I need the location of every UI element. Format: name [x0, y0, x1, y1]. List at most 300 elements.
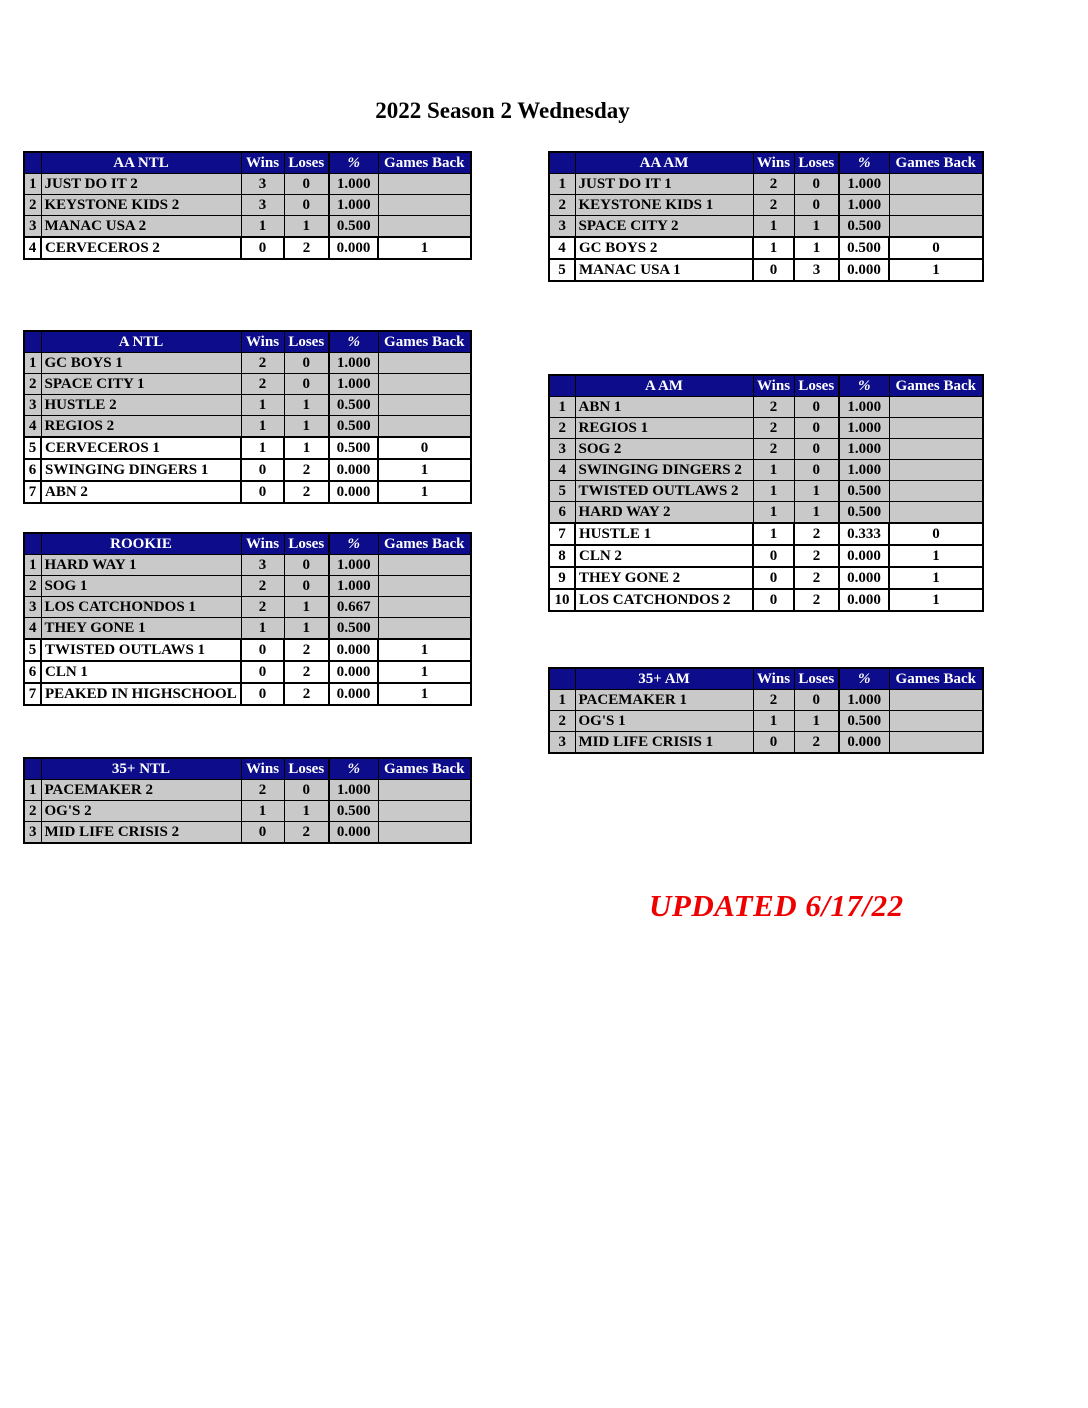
table-row — [549, 567, 983, 589]
column-header-loses: Loses — [794, 152, 839, 174]
table-row — [24, 683, 471, 705]
header-row — [549, 375, 983, 397]
wins-cell: 1 — [241, 437, 284, 459]
team-cell: MID LIFE CRISIS 2 — [41, 822, 241, 844]
loses-cell: 1 — [284, 216, 329, 238]
loses-cell: 1 — [284, 395, 329, 416]
column-header-games-back: Games Back — [889, 668, 983, 690]
page-title: 2022 Season 2 Wednesday — [375, 98, 630, 123]
loses-cell: 1 — [284, 437, 329, 459]
games-back-cell — [378, 780, 471, 801]
column-header-pct: % — [329, 758, 378, 780]
wins-cell: 2 — [241, 780, 284, 801]
pct-cell: 0.000 — [839, 259, 889, 281]
wins-cell: 3 — [241, 555, 284, 576]
table-row — [24, 639, 471, 661]
team-cell: MID LIFE CRISIS 1 — [575, 732, 753, 754]
rank-cell: 3 — [24, 216, 41, 238]
rank-cell: 6 — [24, 661, 41, 683]
pct-cell: 0.667 — [329, 597, 378, 618]
pct-cell: 0.500 — [329, 216, 378, 238]
loses-cell: 2 — [794, 589, 839, 611]
pct-cell: 0.000 — [329, 822, 378, 844]
loses-cell: 0 — [284, 576, 329, 597]
games-back-cell — [378, 416, 471, 438]
wins-cell: 1 — [753, 460, 794, 481]
rank-cell: 1 — [549, 690, 575, 711]
loses-cell: 0 — [284, 174, 329, 195]
loses-cell: 2 — [284, 683, 329, 705]
column-header-pct: % — [839, 375, 889, 397]
wins-cell: 3 — [241, 174, 284, 195]
team-cell: MANAC USA 2 — [41, 216, 241, 238]
team-cell: KEYSTONE KIDS 1 — [575, 195, 753, 216]
wins-cell: 2 — [753, 690, 794, 711]
standings-table-35-ntl — [23, 757, 470, 844]
table-row — [24, 597, 471, 618]
rank-cell: 2 — [24, 801, 41, 822]
header-row — [24, 533, 471, 555]
wins-cell: 1 — [753, 237, 794, 259]
team-cell: ABN 1 — [575, 397, 753, 418]
loses-cell: 0 — [284, 555, 329, 576]
column-header-games-back: Games Back — [378, 533, 471, 555]
rank-column-header — [24, 331, 41, 353]
column-header-games-back: Games Back — [378, 152, 471, 174]
table-row — [24, 555, 471, 576]
rank-cell: 7 — [549, 523, 575, 545]
team-cell: SOG 1 — [41, 576, 241, 597]
table-row — [549, 259, 983, 281]
loses-cell: 1 — [284, 416, 329, 438]
table-row — [549, 589, 983, 611]
rank-cell: 3 — [24, 822, 41, 844]
pct-cell: 1.000 — [839, 690, 889, 711]
wins-cell: 0 — [241, 459, 284, 481]
table-row — [24, 216, 471, 238]
table-row — [549, 174, 983, 195]
loses-cell: 2 — [284, 481, 329, 503]
rank-cell: 2 — [549, 195, 575, 216]
rank-cell: 3 — [549, 439, 575, 460]
table-row — [549, 237, 983, 259]
games-back-cell: 1 — [889, 589, 983, 611]
team-cell: SWINGING DINGERS 1 — [41, 459, 241, 481]
loses-cell: 2 — [794, 732, 839, 754]
team-cell: LOS CATCHONDOS 1 — [41, 597, 241, 618]
loses-cell: 0 — [284, 195, 329, 216]
rank-cell: 8 — [549, 545, 575, 567]
column-header-wins: Wins — [241, 533, 284, 555]
header-row — [24, 331, 471, 353]
table-row — [549, 502, 983, 524]
table-row — [549, 418, 983, 439]
rank-cell: 1 — [24, 780, 41, 801]
pct-cell: 0.500 — [839, 502, 889, 524]
wins-cell: 3 — [241, 195, 284, 216]
wins-cell: 1 — [753, 481, 794, 502]
team-cell: GC BOYS 2 — [575, 237, 753, 259]
column-header-wins: Wins — [753, 152, 794, 174]
league-title: 35+ AM — [575, 668, 753, 690]
wins-cell: 2 — [753, 439, 794, 460]
loses-cell: 1 — [284, 618, 329, 640]
loses-cell: 1 — [794, 711, 839, 732]
header-row — [24, 758, 471, 780]
games-back-cell — [378, 555, 471, 576]
column-header-loses: Loses — [284, 758, 329, 780]
wins-cell: 1 — [241, 801, 284, 822]
loses-cell: 2 — [794, 523, 839, 545]
table-row — [24, 416, 471, 438]
rank-cell: 5 — [24, 639, 41, 661]
games-back-cell — [889, 502, 983, 524]
wins-cell: 1 — [753, 523, 794, 545]
pct-cell: 1.000 — [329, 576, 378, 597]
loses-cell: 0 — [794, 397, 839, 418]
team-cell: REGIOS 2 — [41, 416, 241, 438]
loses-cell: 1 — [284, 597, 329, 618]
column-header-games-back: Games Back — [889, 152, 983, 174]
column-header-pct: % — [329, 152, 378, 174]
rank-cell: 2 — [24, 195, 41, 216]
pct-cell: 0.500 — [839, 481, 889, 502]
pct-cell: 1.000 — [329, 555, 378, 576]
loses-cell: 2 — [794, 545, 839, 567]
table-row — [549, 481, 983, 502]
column-header-loses: Loses — [794, 668, 839, 690]
standings-table-35-am — [548, 667, 982, 754]
games-back-cell: 1 — [378, 237, 471, 259]
rank-cell: 2 — [24, 576, 41, 597]
pct-cell: 0.000 — [329, 661, 378, 683]
table-row — [24, 801, 471, 822]
rank-cell: 6 — [24, 459, 41, 481]
pct-cell: 0.000 — [329, 237, 378, 259]
rank-cell: 1 — [549, 174, 575, 195]
wins-cell: 0 — [241, 661, 284, 683]
pct-cell: 0.500 — [329, 437, 378, 459]
wins-cell: 2 — [241, 576, 284, 597]
loses-cell: 0 — [794, 174, 839, 195]
team-cell: ABN 2 — [41, 481, 241, 503]
rank-cell: 2 — [24, 374, 41, 395]
column-header-games-back: Games Back — [378, 758, 471, 780]
pct-cell: 0.000 — [329, 639, 378, 661]
games-back-cell — [378, 576, 471, 597]
rank-cell: 1 — [24, 353, 41, 374]
wins-cell: 2 — [753, 418, 794, 439]
rank-cell: 2 — [549, 418, 575, 439]
table-row — [24, 195, 471, 216]
games-back-cell — [378, 395, 471, 416]
team-cell: JUST DO IT 2 — [41, 174, 241, 195]
loses-cell: 1 — [794, 237, 839, 259]
wins-cell: 1 — [753, 711, 794, 732]
pct-cell: 1.000 — [329, 174, 378, 195]
games-back-cell: 0 — [889, 523, 983, 545]
rank-cell: 5 — [549, 259, 575, 281]
table-row — [24, 437, 471, 459]
table-row — [549, 397, 983, 418]
league-title: 35+ NTL — [41, 758, 241, 780]
table-row — [549, 711, 983, 732]
wins-cell: 0 — [753, 732, 794, 754]
team-cell: KEYSTONE KIDS 2 — [41, 195, 241, 216]
team-cell: REGIOS 1 — [575, 418, 753, 439]
pct-cell: 0.000 — [839, 589, 889, 611]
pct-cell: 1.000 — [329, 195, 378, 216]
pct-cell: 0.500 — [329, 801, 378, 822]
team-cell: CLN 1 — [41, 661, 241, 683]
rank-cell: 4 — [24, 237, 41, 259]
wins-cell: 1 — [241, 395, 284, 416]
loses-cell: 0 — [794, 418, 839, 439]
pct-cell: 1.000 — [839, 439, 889, 460]
games-back-cell — [378, 174, 471, 195]
table-row — [549, 216, 983, 238]
wins-cell: 0 — [241, 683, 284, 705]
pct-cell: 0.500 — [839, 237, 889, 259]
team-cell: THEY GONE 1 — [41, 618, 241, 640]
column-header-pct: % — [839, 152, 889, 174]
games-back-cell — [889, 460, 983, 481]
column-header-loses: Loses — [284, 533, 329, 555]
games-back-cell — [889, 397, 983, 418]
rank-column-header — [549, 375, 575, 397]
games-back-cell — [378, 801, 471, 822]
rank-cell: 1 — [549, 397, 575, 418]
team-cell: HARD WAY 2 — [575, 502, 753, 524]
games-back-cell — [378, 597, 471, 618]
loses-cell: 3 — [794, 259, 839, 281]
rank-cell: 1 — [24, 555, 41, 576]
wins-cell: 0 — [241, 822, 284, 844]
games-back-cell — [378, 618, 471, 640]
pct-cell: 1.000 — [329, 780, 378, 801]
loses-cell: 0 — [284, 353, 329, 374]
column-header-pct: % — [839, 668, 889, 690]
loses-cell: 0 — [284, 780, 329, 801]
team-cell: JUST DO IT 1 — [575, 174, 753, 195]
table-row — [24, 374, 471, 395]
rank-cell: 2 — [549, 711, 575, 732]
pct-cell: 0.000 — [839, 732, 889, 754]
games-back-cell: 1 — [378, 481, 471, 503]
wins-cell: 0 — [241, 237, 284, 259]
table-row — [24, 353, 471, 374]
loses-cell: 2 — [284, 639, 329, 661]
team-cell: CERVECEROS 2 — [41, 237, 241, 259]
team-cell: HARD WAY 1 — [41, 555, 241, 576]
games-back-cell — [378, 822, 471, 844]
pct-cell: 0.000 — [329, 459, 378, 481]
wins-cell: 2 — [753, 397, 794, 418]
wins-cell: 1 — [753, 216, 794, 238]
column-header-games-back: Games Back — [889, 375, 983, 397]
standings-table-aa-ntl — [23, 151, 470, 260]
pct-cell: 0.500 — [329, 618, 378, 640]
team-cell: HUSTLE 1 — [575, 523, 753, 545]
rank-column-header — [24, 758, 41, 780]
table-row — [24, 459, 471, 481]
loses-cell: 0 — [284, 374, 329, 395]
pct-cell: 0.500 — [329, 416, 378, 438]
games-back-cell — [889, 216, 983, 238]
games-back-cell — [889, 418, 983, 439]
pct-cell: 1.000 — [839, 418, 889, 439]
pct-cell: 0.500 — [839, 216, 889, 238]
games-back-cell: 1 — [889, 259, 983, 281]
loses-cell: 0 — [794, 460, 839, 481]
league-title: ROOKIE — [41, 533, 241, 555]
games-back-cell: 0 — [889, 237, 983, 259]
rank-cell: 4 — [24, 618, 41, 640]
updated-stamp: UPDATED 6/17/22 — [649, 888, 904, 923]
games-back-cell — [378, 353, 471, 374]
standings-table-rookie — [23, 532, 470, 706]
games-back-cell: 1 — [378, 639, 471, 661]
rank-cell: 3 — [549, 732, 575, 754]
table-row — [549, 195, 983, 216]
column-header-loses: Loses — [284, 152, 329, 174]
table-row — [24, 395, 471, 416]
wins-cell: 1 — [241, 618, 284, 640]
team-cell: SPACE CITY 2 — [575, 216, 753, 238]
games-back-cell: 1 — [378, 661, 471, 683]
rank-cell: 4 — [24, 416, 41, 438]
loses-cell: 1 — [284, 801, 329, 822]
games-back-cell — [889, 732, 983, 754]
loses-cell: 0 — [794, 690, 839, 711]
team-cell: SPACE CITY 1 — [41, 374, 241, 395]
loses-cell: 2 — [284, 822, 329, 844]
wins-cell: 2 — [241, 353, 284, 374]
column-header-wins: Wins — [753, 375, 794, 397]
rank-cell: 7 — [24, 481, 41, 503]
column-header-wins: Wins — [753, 668, 794, 690]
games-back-cell — [889, 439, 983, 460]
table-row — [24, 481, 471, 503]
games-back-cell: 1 — [378, 459, 471, 481]
pct-cell: 1.000 — [839, 174, 889, 195]
loses-cell: 2 — [284, 661, 329, 683]
games-back-cell — [889, 481, 983, 502]
wins-cell: 1 — [241, 416, 284, 438]
team-cell: PACEMAKER 2 — [41, 780, 241, 801]
table-row — [549, 523, 983, 545]
games-back-cell — [889, 711, 983, 732]
team-cell: MANAC USA 1 — [575, 259, 753, 281]
team-cell: SWINGING DINGERS 2 — [575, 460, 753, 481]
rank-cell: 3 — [24, 395, 41, 416]
pct-cell: 1.000 — [839, 195, 889, 216]
team-cell: TWISTED OUTLAWS 2 — [575, 481, 753, 502]
pct-cell: 1.000 — [839, 397, 889, 418]
pct-cell: 0.000 — [839, 567, 889, 589]
team-cell: CERVECEROS 1 — [41, 437, 241, 459]
table-row — [549, 460, 983, 481]
table-row — [24, 576, 471, 597]
loses-cell: 2 — [794, 567, 839, 589]
team-cell: HUSTLE 2 — [41, 395, 241, 416]
column-header-games-back: Games Back — [378, 331, 471, 353]
team-cell: THEY GONE 2 — [575, 567, 753, 589]
header-row — [24, 152, 471, 174]
rank-column-header — [24, 152, 41, 174]
rank-cell: 9 — [549, 567, 575, 589]
rank-cell: 7 — [24, 683, 41, 705]
games-back-cell — [889, 195, 983, 216]
loses-cell: 1 — [794, 216, 839, 238]
table-row — [549, 545, 983, 567]
loses-cell: 2 — [284, 237, 329, 259]
column-header-loses: Loses — [794, 375, 839, 397]
team-cell: GC BOYS 1 — [41, 353, 241, 374]
games-back-cell — [889, 174, 983, 195]
loses-cell: 1 — [794, 481, 839, 502]
rank-column-header — [549, 152, 575, 174]
wins-cell: 0 — [753, 545, 794, 567]
rank-cell: 4 — [549, 237, 575, 259]
column-header-pct: % — [329, 533, 378, 555]
wins-cell: 0 — [241, 639, 284, 661]
rank-cell: 10 — [549, 589, 575, 611]
league-title: AA NTL — [41, 152, 241, 174]
league-title: A AM — [575, 375, 753, 397]
rank-cell: 3 — [24, 597, 41, 618]
wins-cell: 0 — [753, 567, 794, 589]
table-row — [549, 732, 983, 754]
games-back-cell: 0 — [378, 437, 471, 459]
wins-cell: 0 — [753, 259, 794, 281]
games-back-cell: 1 — [378, 683, 471, 705]
wins-cell: 1 — [753, 502, 794, 524]
standings-table-a-ntl — [23, 330, 470, 504]
team-cell: OG'S 2 — [41, 801, 241, 822]
team-cell: OG'S 1 — [575, 711, 753, 732]
team-cell: CLN 2 — [575, 545, 753, 567]
rank-cell: 5 — [549, 481, 575, 502]
loses-cell: 1 — [794, 502, 839, 524]
rank-cell: 5 — [24, 437, 41, 459]
rank-column-header — [24, 533, 41, 555]
wins-cell: 2 — [241, 374, 284, 395]
team-cell: TWISTED OUTLAWS 1 — [41, 639, 241, 661]
standings-table-aa-am — [548, 151, 982, 282]
pct-cell: 0.000 — [329, 481, 378, 503]
games-back-cell — [378, 216, 471, 238]
header-row — [549, 668, 983, 690]
games-back-cell — [889, 690, 983, 711]
standings-table-a-am — [548, 374, 982, 612]
pct-cell: 0.500 — [839, 711, 889, 732]
table-row — [24, 661, 471, 683]
team-cell: LOS CATCHONDOS 2 — [575, 589, 753, 611]
league-title: AA AM — [575, 152, 753, 174]
pct-cell: 1.000 — [329, 374, 378, 395]
team-cell: PACEMAKER 1 — [575, 690, 753, 711]
league-title: A NTL — [41, 331, 241, 353]
games-back-cell — [378, 374, 471, 395]
games-back-cell: 1 — [889, 567, 983, 589]
table-row — [24, 618, 471, 640]
games-back-cell: 1 — [889, 545, 983, 567]
pct-cell: 0.000 — [839, 545, 889, 567]
column-header-wins: Wins — [241, 152, 284, 174]
loses-cell: 0 — [794, 195, 839, 216]
wins-cell: 2 — [753, 195, 794, 216]
